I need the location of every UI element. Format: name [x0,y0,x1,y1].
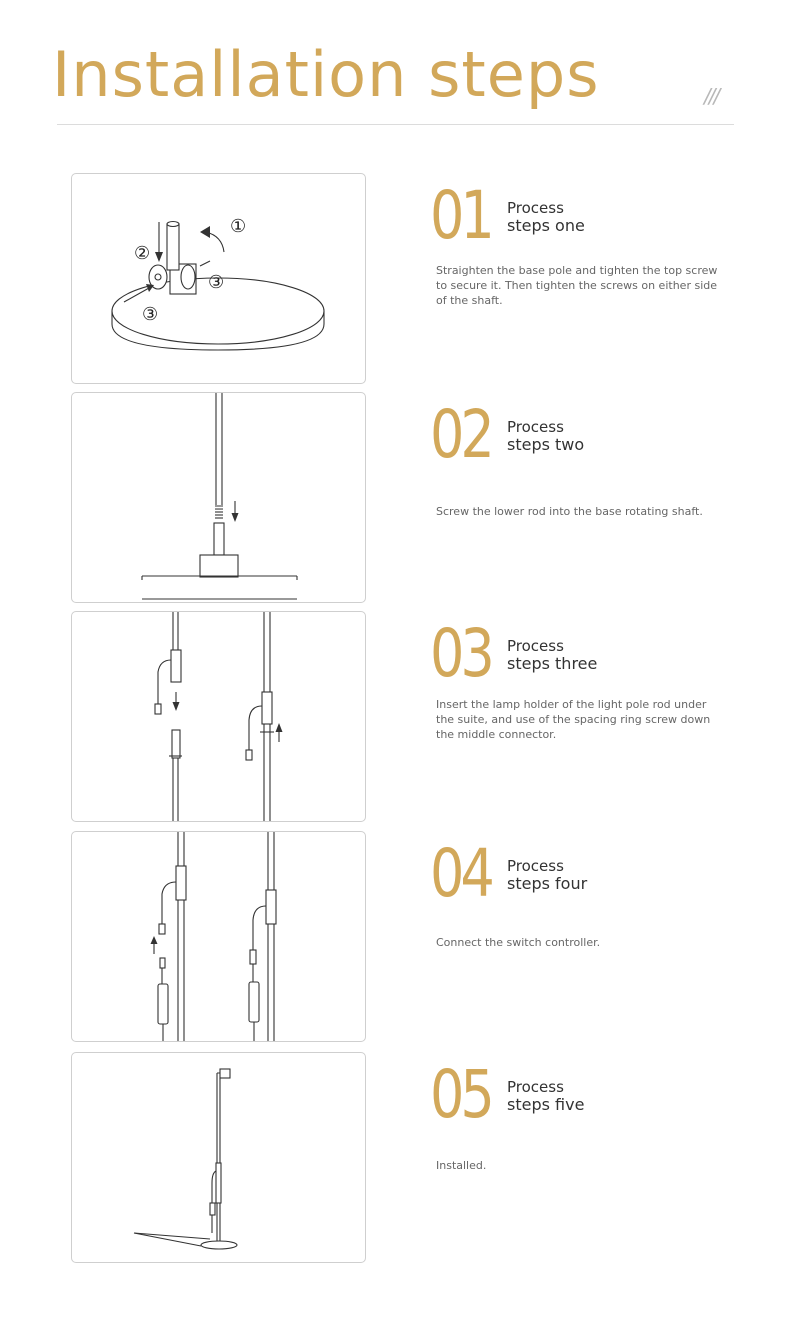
step-3-illustration [71,611,366,822]
step-5-heading [507,1078,584,1114]
step-4-label-line2: steps four [507,874,588,893]
arrow-right-line [200,261,210,266]
left-lamp-holder [171,650,181,682]
step-1-label-line1: Process [507,199,564,217]
page-title: Installation steps [52,38,600,111]
step-3-number: 03 [430,615,491,692]
step-3-description: Insert the lamp holder of the light pole rod under the suite, and use of the spacing ring screw down the middle connector. [436,698,711,741]
step-4-label-line1: Process [507,857,564,875]
step-4 [0,831,790,1043]
base-pole [167,224,179,270]
step-3-label-line1: Process [507,637,564,655]
arrow-rotate-head [200,226,210,238]
step-1 [0,173,790,385]
rod-thread [215,506,223,518]
left-cable-top [162,882,176,924]
rotating-shaft-block [200,555,238,577]
step-2-heading [507,418,584,454]
step-4-number: 04 [430,835,491,912]
step-4-illustration [71,831,366,1042]
step-3-heading [507,637,597,673]
step-2-label-line1: Process [507,418,564,436]
step-5 [0,1052,790,1264]
left-plug-bottom [160,958,165,968]
step-5-illustration [71,1052,366,1263]
left-cable-plug [155,704,161,714]
step-1-illustration [71,173,366,384]
lamp-cable [212,1171,216,1233]
shaft-right-knob [181,265,195,289]
right-lamp-holder [262,692,272,724]
rod-screw-illustration [72,393,365,602]
step-2-description: Screw the lower rod into the base rotating shaft. [436,505,703,518]
left-plug-top [159,924,165,934]
left-connector [172,730,180,758]
step-2-number: 02 [430,396,491,473]
step-1-heading [507,199,585,235]
installed-lamp-illustration [72,1053,365,1262]
right-cable [249,706,262,752]
pole-connector [216,1163,221,1203]
shaft-stub [214,523,224,555]
right-arrow-head [276,723,283,732]
lamp-switch [210,1203,215,1215]
step-1-description: Straighten the base pole and tighten the top screw to secure it. Then tighten the screws on either side of the shaft. [436,264,718,307]
lamp-base [201,1241,237,1249]
left-arrow-head [151,936,158,944]
callout-1: ① [230,216,247,237]
step-5-description: Installed. [436,1159,487,1172]
callout-3-left: ③ [142,304,159,325]
step-2-label-line2: steps two [507,435,585,454]
decorative-slashes: /// [704,84,719,108]
step-2 [0,392,790,604]
right-plug-joined [250,950,256,964]
step-3 [0,611,790,823]
right-lamp-holder [266,890,276,924]
right-cable-top [253,906,266,952]
step-5-label-line2: steps five [507,1095,585,1114]
power-cord-a [134,1233,210,1239]
left-switch-controller [158,984,168,1024]
right-switch-controller [249,982,259,1022]
step-4-heading [507,857,587,893]
step-5-label-line1: Process [507,1078,564,1096]
step-2-illustration [71,392,366,603]
left-lamp-holder [176,866,186,900]
lamp-head [220,1069,230,1078]
left-cable [158,660,171,704]
step-1-number: 01 [430,177,491,254]
right-cable-plug [246,750,252,760]
switch-controller-illustration [72,832,365,1041]
lamp-holder-illustration [72,612,365,821]
step-4-description: Connect the switch controller. [436,936,601,949]
power-cord-b [134,1233,201,1246]
step-3-label-line2: steps three [507,654,598,673]
callout-2: ② [134,243,151,264]
callout-3-right: ③ [208,272,225,293]
header-divider [57,124,734,125]
left-arrow-head [173,702,180,711]
base-assembly-illustration [72,174,365,383]
step-1-label-line2: steps one [507,216,585,235]
step-5-number: 05 [430,1056,491,1133]
insert-arrow-head [232,513,239,522]
base-pole-top [167,222,179,227]
arrow-down-head [155,252,163,262]
